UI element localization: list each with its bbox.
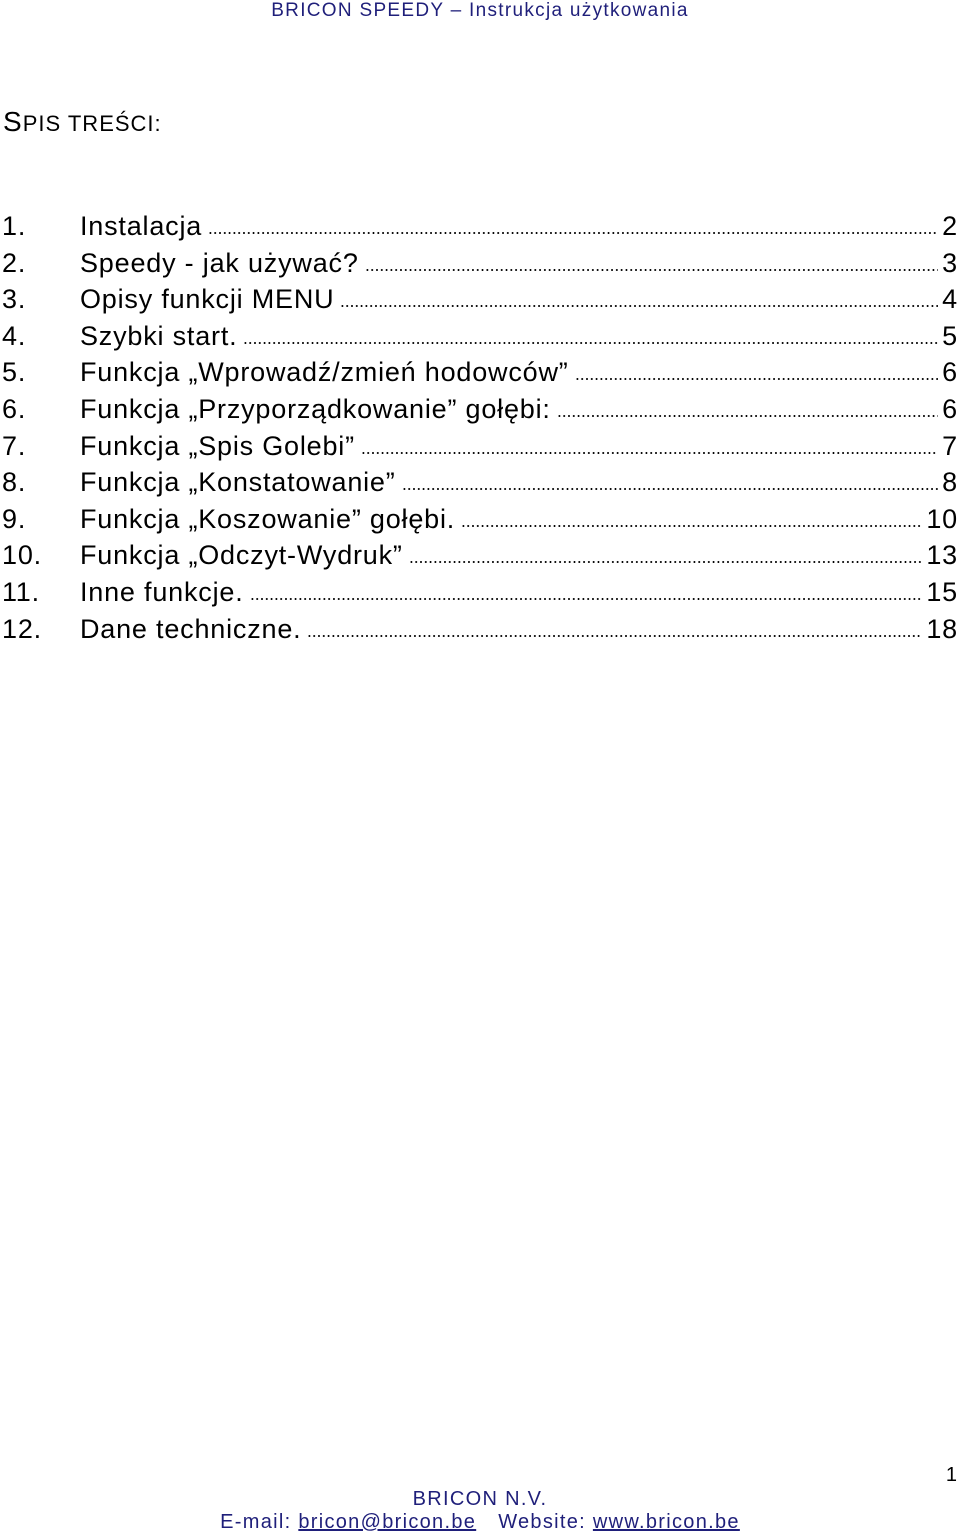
toc-entry-page[interactable]: 2	[942, 211, 958, 241]
footer-email-label: E-mail:	[220, 1511, 292, 1533]
toc-entry-page[interactable]: 13	[926, 540, 958, 571]
toc-entry-10[interactable]	[0, 540, 960, 577]
table-of-contents	[0, 211, 960, 650]
toc-entry-6[interactable]	[0, 394, 960, 431]
toc-entry-2[interactable]	[0, 248, 960, 285]
toc-entry-8[interactable]	[0, 467, 960, 504]
toc-entry-4[interactable]	[0, 321, 960, 358]
toc-entry-page[interactable]: 7	[942, 430, 958, 461]
toc-entry-title[interactable]: Funkcja „Koszowanie” gołębi.	[80, 503, 456, 534]
dot-leader	[307, 635, 922, 637]
toc-entry-title[interactable]: Inne funkcje.	[80, 576, 244, 607]
toc-entry-page[interactable]: 15	[926, 576, 958, 607]
toc-entry-title[interactable]: Opisy funkcji MENU	[80, 284, 335, 315]
toc-heading-rest: PIS TREŚCI:	[22, 111, 162, 136]
dot-leader	[243, 342, 938, 344]
toc-entry-page[interactable]: 5	[942, 320, 958, 351]
footer-contact	[0, 1511, 960, 1533]
toc-entry-title[interactable]: Funkcja „Konstatowanie”	[80, 467, 396, 498]
page-number: 1	[945, 1464, 957, 1486]
toc-entry-page[interactable]: 10	[926, 503, 958, 534]
toc-entry-number: 1.	[2, 211, 27, 241]
dot-leader	[361, 452, 938, 454]
toc-entry-number: 2.	[2, 247, 27, 278]
toc-entry-title[interactable]: Speedy - jak używać?	[80, 247, 359, 278]
toc-entry-page[interactable]: 6	[942, 357, 958, 388]
running-header: BRICON SPEEDY – Instrukcja użytkowania	[271, 0, 689, 21]
toc-entry-page[interactable]: 18	[926, 613, 958, 644]
toc-entry-page[interactable]: 6	[942, 393, 958, 424]
toc-entry-page[interactable]: 4	[942, 284, 958, 315]
toc-entry-1[interactable]	[0, 211, 960, 248]
toc-entry-number: 4.	[2, 320, 27, 351]
toc-entry-title[interactable]: Funkcja „Odczyt-Wydruk”	[80, 540, 403, 571]
dot-leader	[365, 269, 939, 271]
toc-heading-initial: S	[3, 106, 23, 137]
dot-leader	[409, 561, 923, 563]
toc-entry-title[interactable]: Szybki start.	[80, 320, 238, 351]
dot-leader	[208, 232, 938, 234]
toc-entry-7[interactable]	[0, 431, 960, 468]
toc-entry-number: 3.	[2, 284, 27, 315]
toc-entry-title[interactable]: Instalacja	[80, 211, 203, 241]
toc-entry-number: 6.	[2, 393, 27, 424]
page-footer	[0, 1488, 960, 1533]
toc-entry-number: 8.	[2, 467, 27, 498]
toc-entry-5[interactable]	[0, 357, 960, 394]
toc-heading	[3, 106, 162, 140]
toc-entry-number: 5.	[2, 357, 27, 388]
dot-leader	[461, 525, 922, 527]
dot-leader	[250, 598, 923, 600]
toc-entry-12[interactable]	[0, 614, 960, 651]
toc-entry-number: 10.	[2, 540, 42, 571]
dot-leader	[340, 305, 938, 307]
footer-company: BRICON N.V.	[412, 1488, 548, 1510]
toc-entry-number: 9.	[2, 503, 27, 534]
footer-website-label: Website:	[498, 1511, 587, 1533]
toc-entry-title[interactable]: Funkcja „Przyporządkowanie” gołębi:	[80, 393, 551, 424]
toc-entry-page[interactable]: 8	[942, 467, 958, 498]
toc-entry-number: 12.	[2, 613, 42, 644]
footer-email-link[interactable]: bricon@bricon.be	[298, 1511, 477, 1533]
dot-leader	[557, 415, 938, 417]
toc-entry-page[interactable]: 3	[942, 247, 958, 278]
toc-entry-number: 11.	[2, 576, 40, 607]
toc-entry-title[interactable]: Funkcja „Spis Golebi”	[80, 430, 355, 461]
toc-entry-3[interactable]	[0, 284, 960, 321]
toc-entry-title[interactable]: Funkcja „Wprowadź/zmień hodowców”	[80, 357, 569, 388]
toc-entry-9[interactable]	[0, 504, 960, 541]
toc-entry-number: 7.	[2, 430, 27, 461]
dot-leader	[402, 488, 939, 490]
toc-entry-title[interactable]: Dane techniczne.	[80, 613, 302, 644]
dot-leader	[575, 378, 939, 380]
footer-website-link[interactable]: www.bricon.be	[592, 1511, 740, 1533]
toc-entry-11[interactable]	[0, 577, 960, 614]
